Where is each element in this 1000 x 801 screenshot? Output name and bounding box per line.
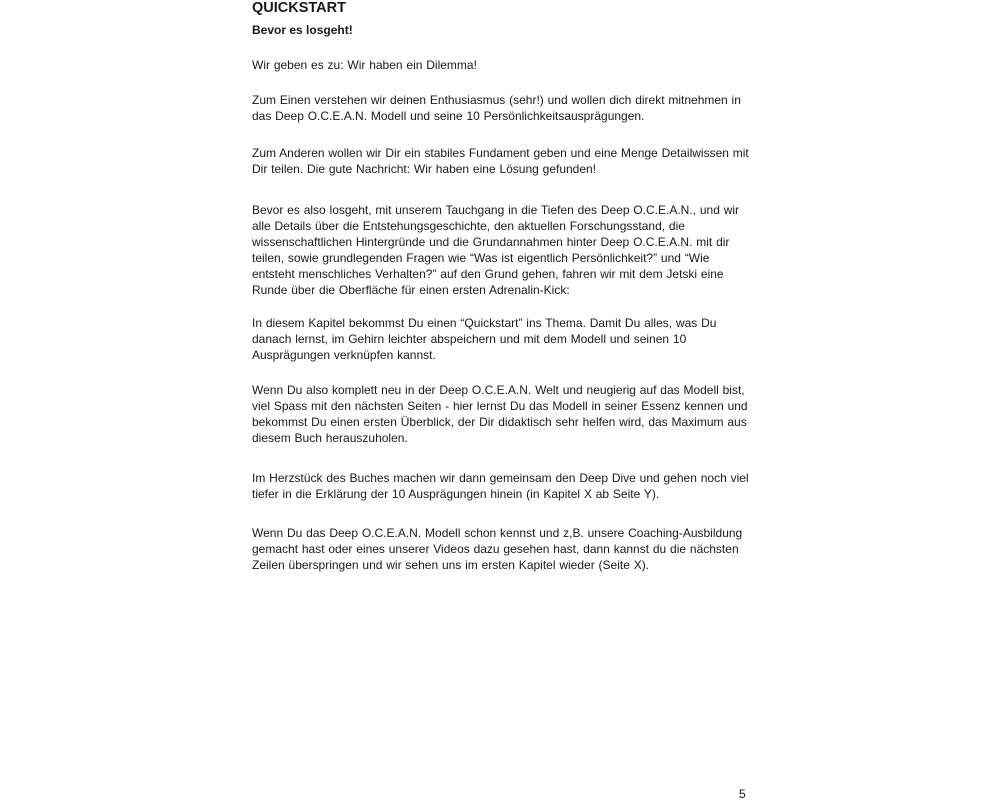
paragraph-newcomers: Wenn Du also komplett neu in der Deep O.C.E.A.N. Welt und neugierig auf das Modell bist, viel Spass mit den nächsten Seiten - hier lernst Du das Modell in seiner Essenz kennen und bekommst Du einen ersten Überblick, der Dir didaktisch sehr helfen wird, das Maximum aus diesem Buch herauszuholen. bbox=[252, 383, 748, 445]
page-title: QUICKSTART bbox=[252, 0, 346, 16]
paragraph-quickstart: In diesem Kapitel bekommst Du einen “Quickstart” ins Thema. Damit Du alles, was Du danach lernst, im Gehirn leichter abspeichern und mit dem Modell und seinen 10 Ausprägungen verknüpfen kannst. bbox=[252, 316, 717, 362]
paragraph-deep-dive: Im Herzstück des Buches machen wir dann gemeinsam den Deep Dive und gehen noch viel tiefer in die Erklärung der 10 Ausprägungen hinein (in Kapitel X ab Seite Y). bbox=[252, 471, 749, 501]
paragraph-dilemma: Wir geben es zu: Wir haben ein Dilemma! bbox=[252, 58, 477, 72]
paragraph-enthusiasm: Zum Einen verstehen wir deinen Enthusiasmus (sehr!) und wollen dich direkt mitnehmen in das Deep O.C.E.A.N. Modell und seine 10 Persönlichkeitsausprägungen. bbox=[252, 93, 741, 123]
paragraph-before-dive: Bevor es also losgeht, mit unserem Tauchgang in die Tiefen des Deep O.C.E.A.N., und wir alle Details über die Entstehungsgeschichte, den aktuellen Forschungsstand, die wissenschaftlichen Hintergründe und die Grundannahmen hinter Deep O.C.E.A.N. mit dir teilen, sowie grundlegenden Fragen wie “Was ist eigentlich Persönlichkeit?” und “Wie entsteht menschliches Verhalten?” auf den Grund gehen, fahren wir mit dem Jetski eine Runde über die Oberfläche für einen ersten Adrenalin-Kick: bbox=[252, 203, 740, 297]
page-number: 5 bbox=[739, 787, 746, 801]
page-subtitle: Bevor es losgeht! bbox=[252, 23, 353, 37]
paragraph-foundation: Zum Anderen wollen wir Dir ein stabiles Fundament geben und eine Menge Detailwissen mit Dir teilen. Die gute Nachricht: Wir haben eine Lösung gefunden! bbox=[252, 146, 749, 176]
paragraph-skip: Wenn Du das Deep O.C.E.A.N. Modell schon kennst und z,B. unsere Coaching-Ausbildung gemacht hast oder eines unserer Videos dazu gesehen hast, dann kannst du die nächsten Zeilen überspringen und wir sehen uns im ersten Kapitel wieder (Seite X). bbox=[252, 526, 743, 572]
document-page bbox=[252, 0, 752, 573]
